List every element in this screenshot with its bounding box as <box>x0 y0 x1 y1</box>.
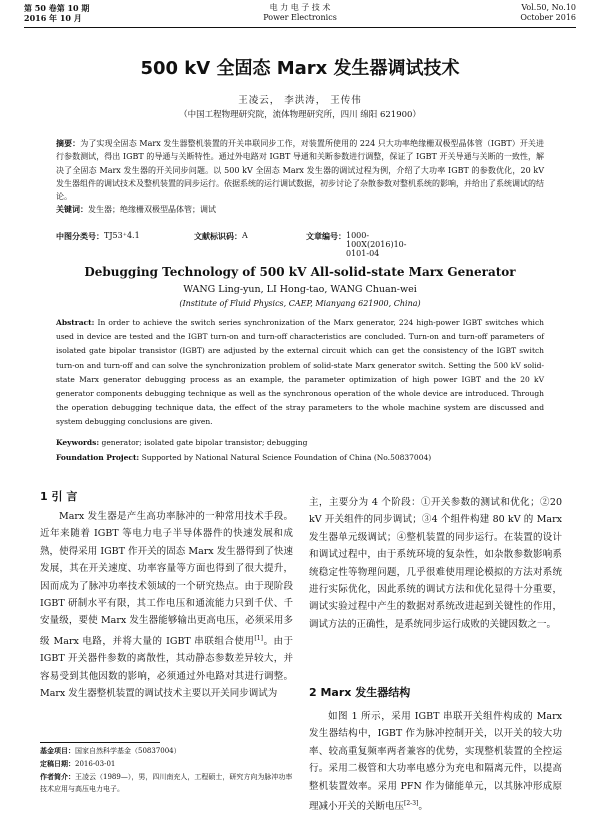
footnote-date-label: 定稿日期： <box>40 760 75 768</box>
abstract-chinese <box>56 137 544 217</box>
authors-english: WANG Ling-yun, LI Hong-tao, WANG Chuan-wei <box>183 284 417 295</box>
abstract-cn-label: 摘要： <box>56 139 81 148</box>
class-no-label: 中图分类号： <box>56 231 104 241</box>
abstract-en-label: Abstract: <box>56 318 95 327</box>
keywords-cn-label: 关键词： <box>56 205 88 215</box>
section-1-heading: 1 引 言 <box>40 490 78 503</box>
footnote-date <box>40 758 293 770</box>
footnote-rule <box>40 742 160 743</box>
footnote-author-label: 作者简介： <box>40 773 75 781</box>
doc-code-label: 文献标识码： <box>194 231 242 241</box>
keywords-cn-text: 发生器；绝缘栅双极型晶体管；调试 <box>88 205 216 215</box>
section-2-text: 如图 1 所示，采用 IGBT 串联开关组件构成的 Marx 发生器结构中，IGBT 作为脉冲控制开关，以开关的较大功率、较高重复频率两者兼容的优势，实现整机装置的全控运行。采用二极管和大功率电感分为充电和隔离元件，以提高整机装置效率。采用 PFN 作为储能单元，以其脉冲形成原理减小开关的关断电压 <box>309 711 562 813</box>
foundation-en-text: Supported by National Natural Science Foundation of China (No.50837004) <box>141 453 432 462</box>
foundation-english <box>56 452 544 464</box>
doc-code: A <box>242 231 248 240</box>
title-chinese: 500 kV 全固态 Marx 发生器调试技术 <box>140 58 460 79</box>
abstract-en-text: In order to achieve the switch series synchronization of the Marx generator, 224 high-power IGBT switches which used in device are tested and the IGBT turn-on and turn-off characteristics are concluded. Turn-on and turn-off parameters of isolated gate bipolar transistor (IGBT) are adjusted by the external circuit which can get the consistency of the IGBT switch turn-on and turn-off and can solve the synchronization problem of solid-state Marx generator switch. Setting the 500 kV solid-state Marx generator debugging process as an example, the parameter optimization of high power IGBT and the 20 kV generator components debugging technique as well as the synchronous operation of the whole device are introduced. Through the operation debugging technique data, the effect of the stray parameters to the whole machine system are discussed and system debugging conclusions are given. <box>56 318 544 427</box>
keywords-en-label: Keywords: <box>56 438 100 447</box>
header-rule <box>24 27 576 28</box>
affiliation-english: (Institute of Fluid Physics, CAEP, Mianyang 621900, China) <box>179 299 421 308</box>
header-volume-line: 第 50 卷第 10 期 <box>24 3 90 13</box>
header-journal <box>24 3 576 23</box>
section-1-paragraph <box>40 508 293 703</box>
footnote-fund <box>40 745 293 757</box>
header-date-line: 2016 年 10 月 <box>24 13 82 23</box>
footnote-author-text: 王凌云（1989—），男，四川南充人，工程硕士，研究方向为脉冲功率技术应用与高压电力电子。 <box>40 773 293 793</box>
footnote-fund-text: 国家自然科学基金（50837004） <box>75 747 181 755</box>
footnote-author <box>40 771 293 795</box>
class-no: TJ53⁺4.1 <box>104 231 140 240</box>
abstract-cn-text: 为了实现全固态 Marx 发生器整机装置的开关串联同步工作，对装置所使用的 224 只大功率绝缘栅双极型晶体管（IGBT）开关进行参数测试，得出 IGBT 的导通与关断特性。通过外电路对 IGBT 导通和关断参数进行调整，保证了 IGBT 开关导通与关断的一致性，解决了全固态 Marx 发生器的开关同步问题。以 500 kV 全固态 Marx 发生器的调试过程为例，介绍了大功率 IGBT 的参数优化，20 kV 发生器组件的调试技术及整机装置的同步运行。依据系统的运行调试数据，初步讨论了杂散参数对整机系统的影响，并给出了系统调试的结论。 <box>56 139 545 202</box>
section-2-heading: 2 Marx 发生器结构 <box>309 686 411 699</box>
section-2-tail: 。 <box>418 801 428 813</box>
authors-chinese: 王凌云， 李洪涛， 王传伟 <box>238 95 362 106</box>
section-2-paragraph <box>309 708 562 816</box>
keywords-english <box>56 437 544 449</box>
title-english: Debugging Technology of 500 kV All-solid-state Marx Generator <box>84 265 516 279</box>
citation-ref: [1] <box>254 634 263 642</box>
footnote-fund-label: 基金项目： <box>40 747 75 755</box>
section-1-text-cont: 。由于 IGBT 开关器件参数的离散性，其动静态参数差异较大，并容易受到其他因数的影响，必须通过外电路对其进行调整。Marx 发生器整机装置的调试技术主要以开关同步调试为 <box>40 636 293 700</box>
article-no-label: 文章编号： <box>306 231 346 241</box>
header-issue <box>520 3 576 23</box>
running-header <box>24 3 576 29</box>
header-journal-cn: 电 力 电 子 技 术 <box>269 3 331 12</box>
abstract-english <box>56 316 544 430</box>
keywords-en-text: generator; isolated gate bipolar transistor; debugging <box>101 438 308 447</box>
header-issue-en: Vol.50, No.10 <box>521 3 576 12</box>
citation-ref: [2-3] <box>404 800 419 808</box>
classification-line <box>56 231 544 258</box>
footnote-date-text: 2016-03-01 <box>75 760 116 768</box>
foundation-en-label: Foundation Project: <box>56 453 140 462</box>
section-1-text: Marx 发生器是产生高功率脉冲的一种常用技术手段。近年来随着 IGBT 等电力电子半导体器件的快速发展和成熟，使得采用 IGBT 作开关的固态 Marx 发生器得到了快速发展，其在开关速度、功率容量等方面也得到了很大提升，因而成为了脉冲功率技术领域的一个研究热点。由于现阶段 IGBT 研制水平有限，其工作电压和通流能力只到千伏、千安量级，要使 Marx 发生器能够输出更高电压，必须采用多级 Marx 电路，并将大量的 IGBT 串联组合使用 <box>40 511 293 647</box>
right-column-paragraph: 主，主要分为 4 个阶段：①开关参数的测试和优化；②20 kV 开关组件的同步调试；③4 个组件构建 80 kV 的 Marx 发生器单元级调试；④整机装置的同步运行。在装置的设计和调试过程中，由于系统环境的复杂性，如杂散参数影响系统稳定性等物理问题，几乎很难使用理论模拟的方法对系统进行实际优化，因此系统的调试方法和优化显得十分重要，调试实验过程中产生的数据对系统改进起到关键性的作用，调试方法的正确性，是系统同步运行成败的关键因数之一。 <box>309 497 562 630</box>
header-month-en: October 2016 <box>520 13 576 22</box>
header-journal-en: Power Electronics <box>263 13 337 22</box>
article-no: 1000-100X(2016)10-0101-04 <box>346 231 407 258</box>
affiliation-chinese: （中国工程物理研究院，流体物理研究所，四川 绵阳 621900） <box>179 110 421 120</box>
